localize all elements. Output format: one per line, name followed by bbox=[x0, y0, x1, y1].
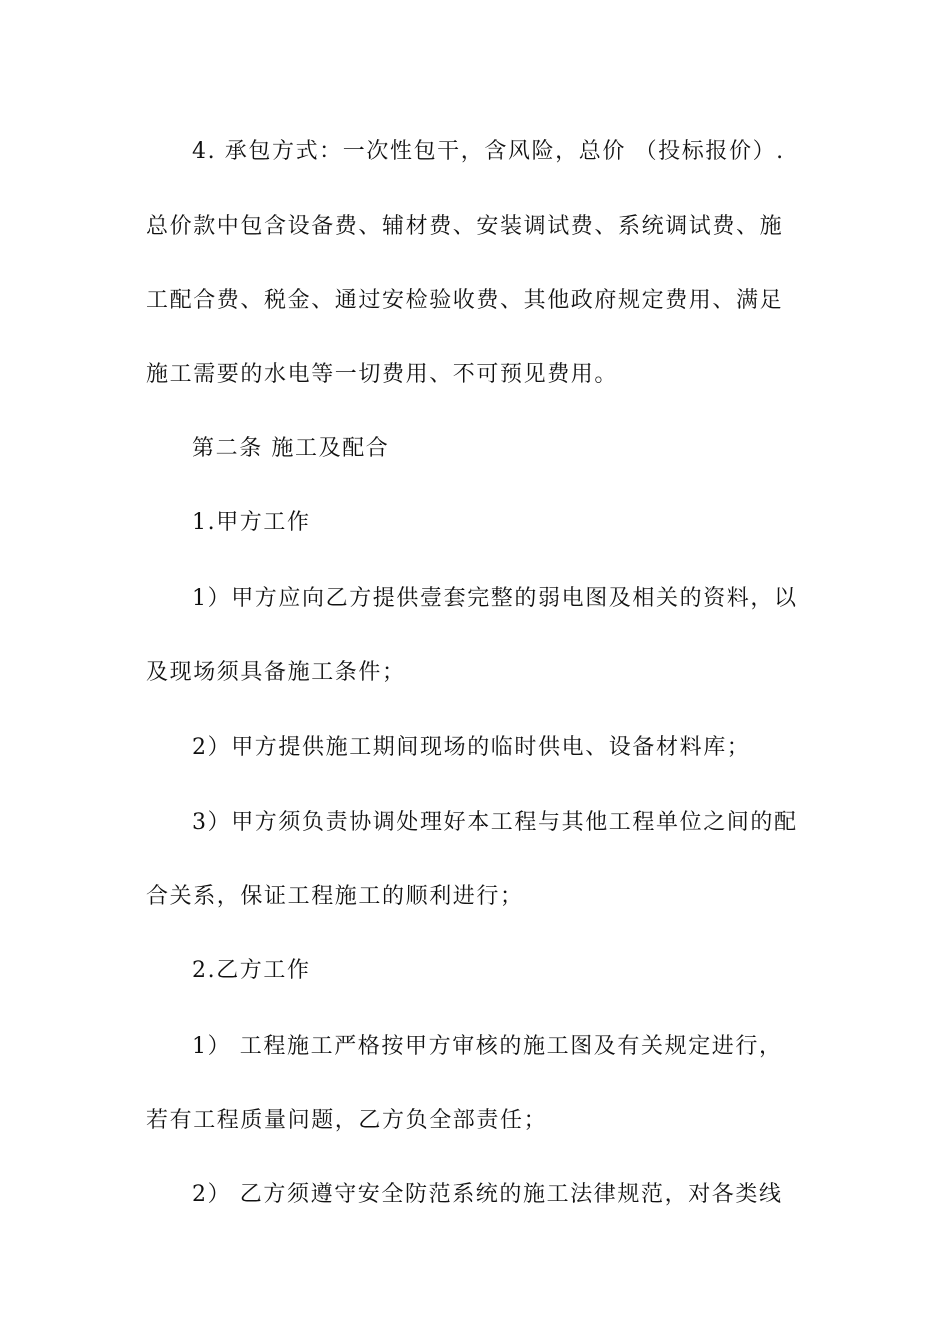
section-heading-article-two: 第二条 施工及配合 bbox=[192, 436, 390, 461]
list-item-b-1: 1） 工程施工严格按甲方审核的施工图及有关规定进行， bbox=[192, 1034, 783, 1059]
text-line-fees-end: 施工需要的水电等一切费用、不可预见费用。 bbox=[146, 362, 619, 387]
paragraph-contract-method: 4. 承包方式：一次性包干，含风险，总价 （投标报价）. bbox=[192, 139, 785, 164]
text-line-fees-continued: 工配合费、税金、通过安检验收费、其他政府规定费用、满足 bbox=[146, 288, 784, 313]
list-item-a-3-continued: 合关系，保证工程施工的顺利进行； bbox=[146, 884, 524, 909]
list-item-a-2: 2）甲方提供施工期间现场的临时供电、设备材料库； bbox=[192, 735, 751, 760]
subheading-party-b-work: 2.乙方工作 bbox=[192, 958, 311, 983]
list-item-b-1-continued: 若有工程质量问题，乙方负全部责任； bbox=[146, 1108, 548, 1133]
subheading-party-a-work: 1.甲方工作 bbox=[192, 510, 311, 535]
list-item-a-3: 3）甲方须负责协调处理好本工程与其他工程单位之间的配 bbox=[192, 810, 798, 835]
list-item-a-1-continued: 及现场须具备施工条件； bbox=[146, 660, 406, 685]
list-item-b-2: 2） 乙方须遵守安全防范系统的施工法律规范，对各类线 bbox=[192, 1182, 783, 1207]
list-item-a-1: 1）甲方应向乙方提供壹套完整的弱电图及相关的资料，以 bbox=[192, 586, 798, 611]
text-line-total-price-includes: 总价款中包含设备费、辅材费、安装调试费、系统调试费、施 bbox=[146, 214, 784, 239]
